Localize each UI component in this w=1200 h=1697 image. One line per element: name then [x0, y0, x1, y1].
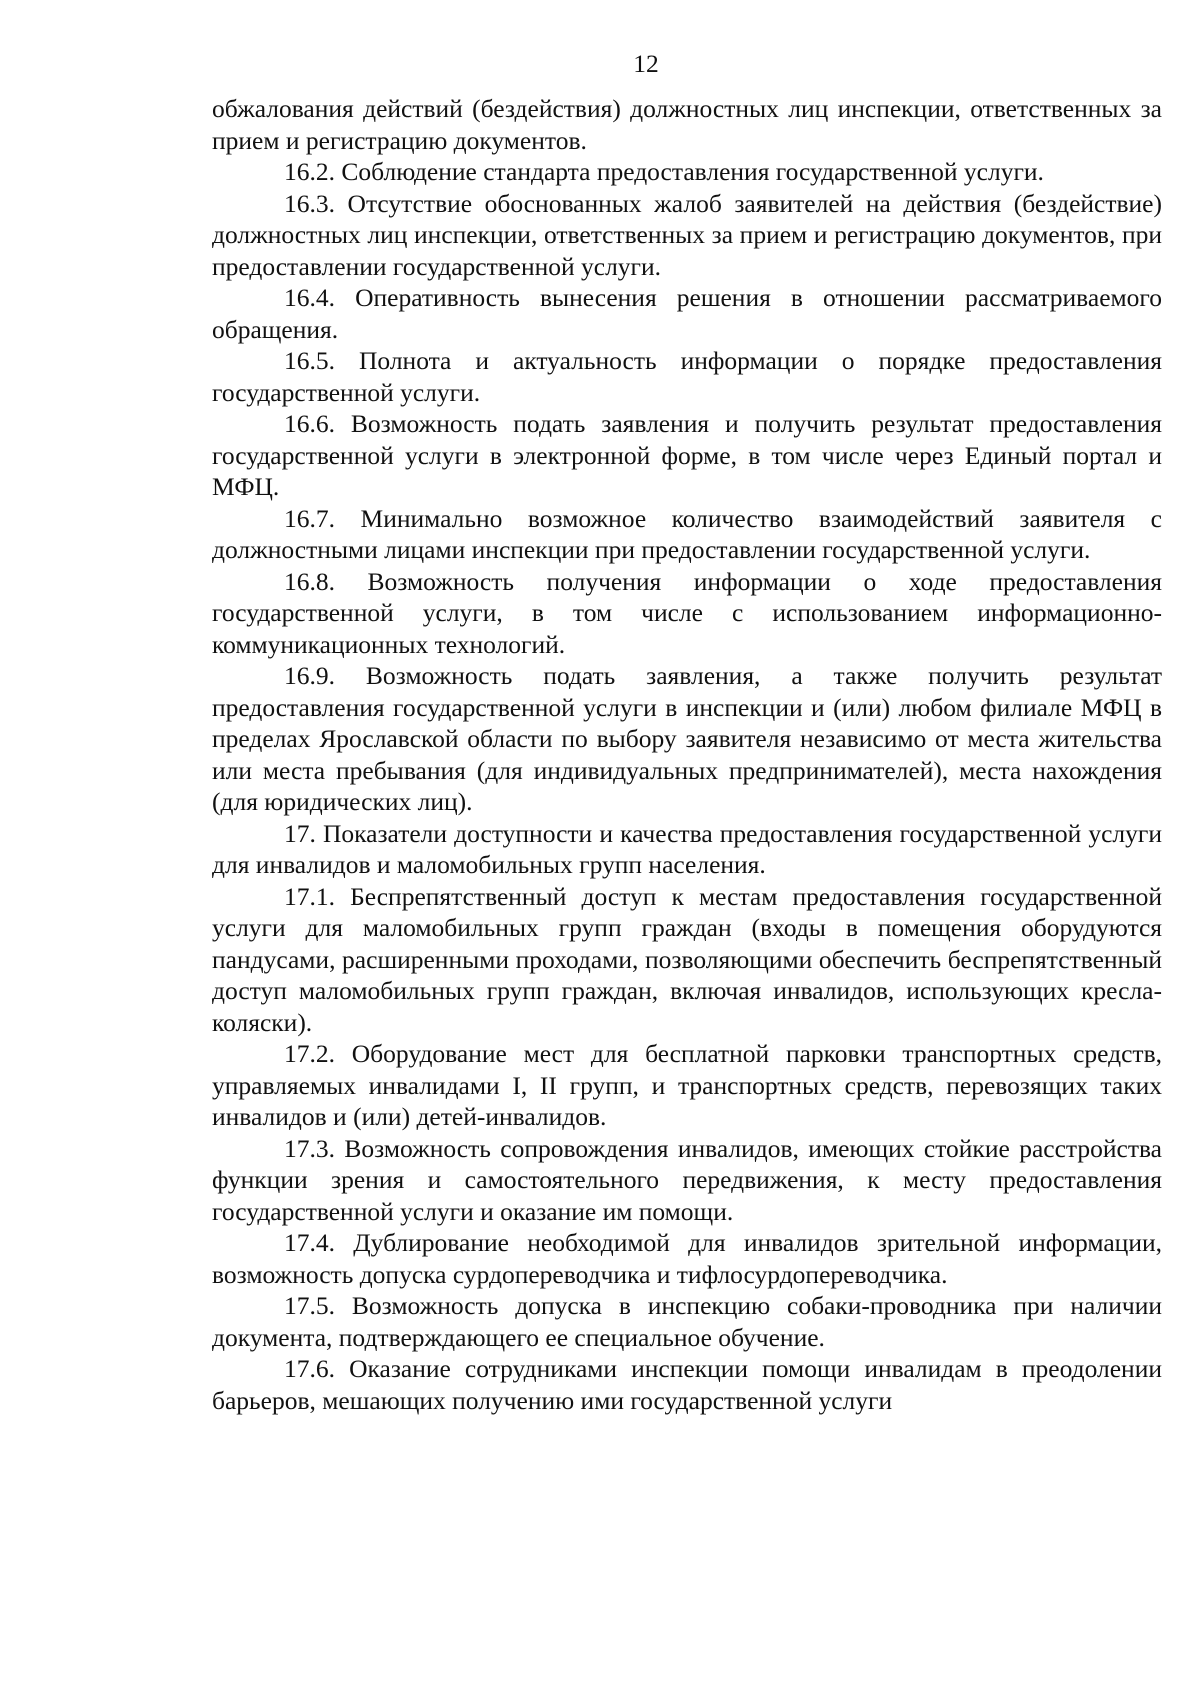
paragraph-16-5: 16.5. Полнота и актуальность информации о порядке предоставления государственной услуги. [212, 346, 1162, 407]
paragraph-17: 17. Показатели доступности и качества предоставления государственной услуги для инвалидов и маломобильных групп населения. [212, 818, 1162, 879]
paragraph-17-2: 17.2. Оборудование мест для бесплатной парковки транспортных средств, управляемых инвалидами I, II групп, и транспортных средств, перевозящих таких инвалидов и (или) детей-инвалидов. [212, 1039, 1162, 1131]
paragraph-16-9: 16.9. Возможность подать заявления, а также получить результат предоставления государственной услуги в инспекции и (или) любом филиале МФЦ в пределах Ярославской области по выбору заявителя независимо от места жительства или места пребывания (для индивидуальных предпринимателей), места нахождения (для юридических лиц). [212, 661, 1162, 816]
paragraph-16-4: 16.4. Оперативность вынесения решения в отношении рассматриваемого обращения. [212, 283, 1162, 344]
document-body [212, 93, 1162, 1416]
paragraph-16-2: 16.2. Соблюдение стандарта предоставления государственной услуги. [284, 157, 1044, 186]
paragraph-17-1: 17.1. Беспрепятственный доступ к местам предоставления государственной услуги для маломобильных групп граждан (входы в помещения оборудуются пандусами, расширенными проходами, позволяющими обеспечить беспрепятственный доступ маломобильных групп граждан, включая инвалидов, использующих кресла-коляски). [212, 881, 1162, 1037]
page-number: 12 [633, 49, 659, 78]
paragraph-17-6: 17.6. Оказание сотрудниками инспекции помощи инвалидам в преодолении барьеров, мешающих получению ими государственной услуги [212, 1354, 1162, 1415]
paragraph-16-8: 16.8. Возможность получения информации о ходе предоставления государственной услуги, в том числе с использованием информационно-коммуникационных технологий. [212, 566, 1162, 659]
paragraph-16-3: 16.3. Отсутствие обоснованных жалоб заявителей на действия (бездействие) должностных лиц инспекции, ответственных за прием и регистрацию документов, при предоставлении государственной услуги. [212, 188, 1162, 281]
paragraph-17-5: 17.5. Возможность допуска в инспекцию собаки-проводника при наличии документа, подтверждающего ее специальное обучение. [212, 1291, 1162, 1352]
paragraph-16-6: 16.6. Возможность подать заявления и получить результат предоставления государственной услуги в электронной форме, в том числе через Единый портал и МФЦ. [212, 409, 1162, 501]
paragraph-17-3: 17.3. Возможность сопровождения инвалидов, имеющих стойкие расстройства функции зрения и самостоятельного передвижения, к месту предоставления государственной услуги и оказание им помощи. [212, 1133, 1162, 1226]
paragraph-16-7: 16.7. Минимально возможное количество взаимодействий заявителя с должностными лицами инспекции при предоставлении государственной услуги. [212, 503, 1162, 564]
paragraph-17-4: 17.4. Дублирование необходимой для инвалидов зрительной информации, возможность допуска сурдопереводчика и тифлосурдопереводчика. [212, 1228, 1162, 1289]
paragraph-continuation: обжалования действий (бездействия) должностных лиц инспекции, ответственных за прием и регистрацию документов. [212, 94, 1162, 155]
